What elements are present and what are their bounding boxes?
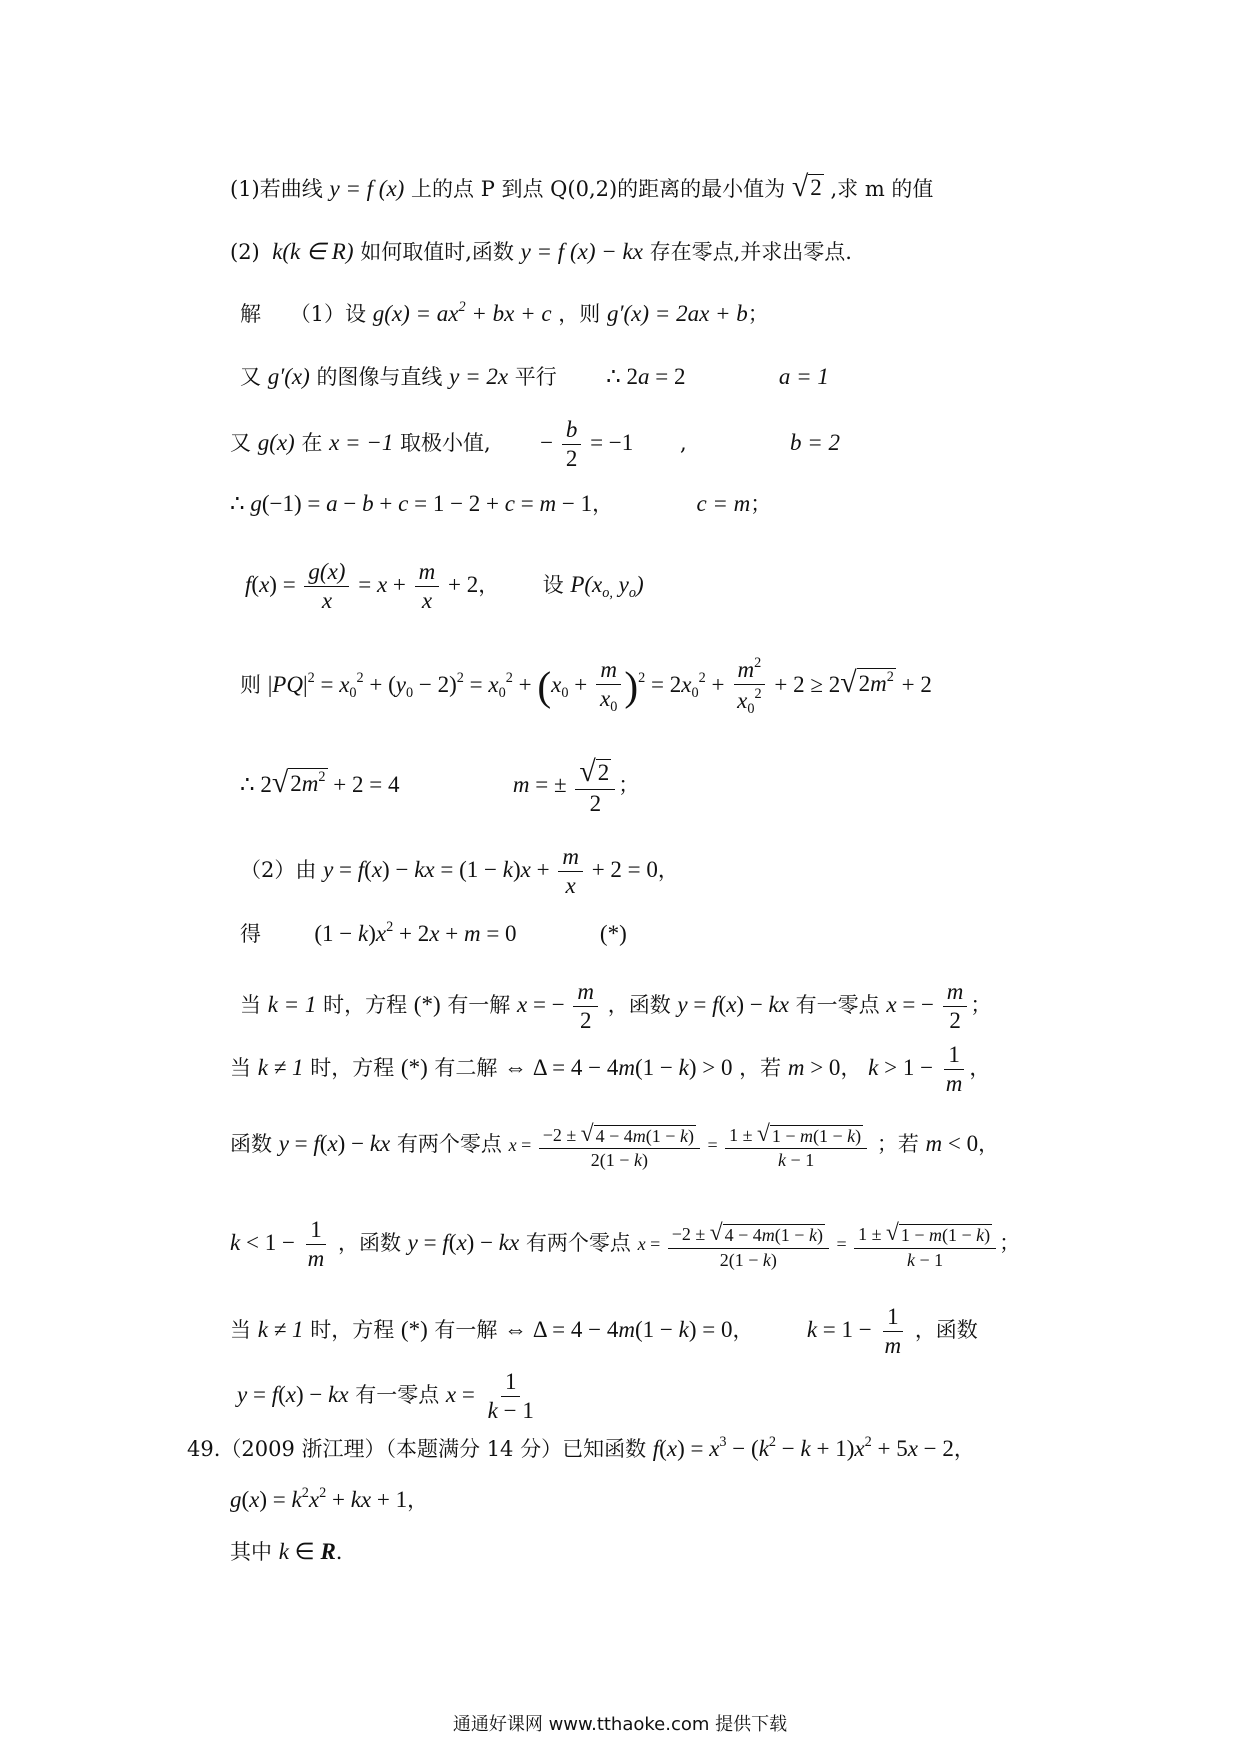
- math: − $\frac{b}{2}$ = −1: [540, 417, 634, 472]
- text: 有两个零点: [525, 1230, 631, 1255]
- text: ，函数: [337, 1230, 401, 1255]
- text: 在: [301, 430, 323, 455]
- math: m < 0: [925, 1130, 979, 1156]
- text: 时，方程: [310, 1055, 395, 1080]
- math: $g(x) = ax^2$ + bx + c: [372, 299, 552, 326]
- math: x = −2 ± √ 4 − 4m(1 − k) 2(1 − k) = 1 ± √ 1 − m(1 − k) k − 1: [509, 1135, 871, 1155]
- solution-line-8: （2）由 y = f(x) − kx = (1 − k)x + $\frac{m}{x}$ + 2 = 0，: [240, 844, 679, 899]
- text: 49.（2009 浙江理）（本题满分 14 分）已知函数: [187, 1436, 647, 1461]
- text: 有一零点: [795, 992, 880, 1017]
- text: 如何取值时,函数: [360, 240, 514, 264]
- math: k ∈ R: [278, 1539, 336, 1564]
- math: y = f(x) − kx: [237, 1381, 349, 1407]
- math: $P(x_{o,}$ $y_o$): [570, 571, 644, 601]
- text: （1）设: [289, 301, 367, 326]
- text: 有二解: [434, 1055, 498, 1080]
- question-part-2: [230, 240, 852, 263]
- math: y = f(x) − kx: [677, 991, 789, 1017]
- math: (*): [400, 1316, 428, 1342]
- text: 有一零点: [355, 1382, 440, 1407]
- problem-49-g: $g(x) = k^2x^2$ + kx + 1，: [230, 1485, 429, 1512]
- solution-line-3: 又 g(x) 在 x = −1 取极小值, − $\frac{b}{2}$ = −1 , b = 2: [230, 417, 841, 472]
- text: ，若: [739, 1055, 782, 1080]
- math: y = f (x): [329, 176, 405, 201]
- math: ⇔ Δ = 4 − 4m(1 − k) = 0: [504, 1316, 733, 1342]
- math: x = $\frac{1}{k - 1}$: [445, 1369, 534, 1424]
- solution-line-11: 当 k ≠ 1 时，方程 (*) 有二解 ⇔ Δ = 4 − 4m(1 − k) > 0 ，若 m > 0， k > 1 − $\frac{1}{m}$ ，: [230, 1042, 991, 1097]
- math: $g(x) = k^2x^2$ + kx + 1: [230, 1485, 408, 1512]
- solution-line-15: [237, 1370, 541, 1423]
- text: 有一解: [447, 992, 511, 1017]
- page-footer: 通通好课网 www.tthaoke.com 提供下载: [452, 1714, 788, 1735]
- math: y = f(x) − kx = (1 − k)x + $\frac{m}{x}$ + 2 = 0: [323, 844, 658, 899]
- math: ∴ 2a = 2: [606, 364, 686, 389]
- text: ；若: [876, 1131, 919, 1156]
- math: k(k ∈ R): [266, 239, 354, 264]
- math: $(1 - k)x^2 + 2x + m = 0$: [314, 919, 517, 946]
- text: 其中: [230, 1540, 272, 1564]
- solution-line-14: 当 k ≠ 1 时，方程 (*) 有一解 ⇔ Δ = 4 − 4m(1 − k) = 0， k = 1 − $\frac{1}{m}$ ，函数: [230, 1304, 978, 1359]
- solution-line-6: [240, 656, 932, 717]
- math: m = ± √ 2 2: [513, 772, 618, 797]
- solution-line-5: f(x) = $\frac{g(x)}{x}$ = x + $\frac{m}{x}$ + 2， 设 $P(x_{o,}$ $y_o$): [245, 559, 644, 614]
- text: 则: [240, 672, 261, 697]
- text: 当: [230, 1317, 251, 1342]
- text: 函数: [230, 1131, 272, 1156]
- text: 又: [240, 365, 261, 389]
- math: c = m: [696, 491, 751, 516]
- text: 取极小值,: [400, 430, 491, 455]
- solution-line-2: [240, 365, 829, 388]
- text: 存在零点,并求出零点.: [649, 240, 852, 264]
- text: 得: [240, 921, 261, 946]
- math: y = f(x) − kx: [407, 1229, 520, 1255]
- text: 有两个零点: [396, 1131, 502, 1156]
- math: x = −2 ± √ 4 − 4m(1 − k) 2(1 − k) = 1 ± √ 1 − m(1 − k) k − 1: [638, 1234, 1000, 1254]
- math: k = 1: [267, 991, 317, 1017]
- math: ∴ 2 √ $2m^2$ + 2 = 4: [240, 765, 400, 799]
- math: b = 2: [790, 429, 841, 455]
- math: a = 1: [778, 364, 829, 389]
- text: 当: [230, 1055, 251, 1080]
- math: g′(x): [267, 364, 310, 389]
- solution-line-4: ∴ g(−1) = a − b + c = 1 − 2 + c = m − 1， c = m；: [230, 491, 772, 516]
- question-part-1: [230, 172, 933, 202]
- math: x = − $\frac{m}{2}$: [886, 992, 970, 1017]
- math: $f(x) = x^3 - (k^2 - k + 1)x^2 + 5x - 2$: [652, 1434, 954, 1461]
- text: (1)若曲线: [230, 177, 323, 201]
- math: k ≠ 1: [257, 1316, 304, 1342]
- text: 平行: [514, 365, 557, 389]
- math: (*): [413, 991, 441, 1017]
- problem-49: 49.（2009 浙江理）（本题满分 14 分）已知函数 $f(x) = x^3 - (k^2 - k + 1)x^2 + 5x - 2$，: [187, 1434, 975, 1461]
- text: 上的点 P 到点 Q(0,2)的距离的最小值为: [411, 177, 786, 201]
- solution-line-1: 解 （1）设 $g(x) = ax^2$ + bx + c ，则 g′(x) = 2ax + b；: [240, 299, 769, 326]
- math: x = −1: [329, 429, 394, 455]
- math: ∴ g(−1) = a − b + c = 1 − 2 + c = m − 1: [230, 491, 593, 516]
- math: k ≠ 1: [257, 1054, 304, 1080]
- text: ，函数: [914, 1317, 978, 1342]
- text: 时，方程: [310, 1317, 395, 1342]
- math: ⇔ Δ = 4 − 4m(1 − k) > 0: [504, 1054, 733, 1080]
- solution-line-9: [240, 920, 627, 945]
- math-sqrt: √ 2: [791, 170, 822, 203]
- text: 有一解: [434, 1317, 498, 1342]
- math: $|PQ|^2 = x_0^2 + (y_0 - 2)^2 = x_0^2 + (x_0$ + $\frac{m}{x_0}$ )$^2 = 2x_0^2$ + $\frac{m^2}{x_0^2}$ + 2 ≥ 2 √ $2m^2$ + 2: [267, 655, 932, 718]
- math: y = 2x: [449, 364, 509, 389]
- text: ，函数: [607, 992, 671, 1017]
- solution-line-12: 函数 y = f(x) − kx 有两个零点 x = −2 ± √ 4 − 4m(1 − k) 2(1 − k) = 1 ± √ 1 − m(1 − k) k − 1 ；若 m < 0，: [230, 1121, 1000, 1171]
- math: g′(x) = 2ax + b: [606, 300, 748, 326]
- text: (2): [230, 240, 260, 264]
- text: 设: [542, 572, 564, 597]
- text: 当: [240, 992, 261, 1017]
- text: 又: [230, 430, 251, 455]
- solution-line-13: k < 1 − $\frac{1}{m}$ ，函数 y = f(x) − kx 有两个零点 x = −2 ± √ 4 − 4m(1 − k) 2(1 − k) = 1 ± √ 1 − m(1 − k) k − 1 ；: [230, 1217, 1021, 1272]
- solution-line-7: ∴ 2 √ $2m^2$ + 2 = 4 m = ± √ 2 2 ；: [240, 755, 640, 816]
- math: (*): [400, 1054, 428, 1080]
- text: 时，方程: [323, 992, 408, 1017]
- text: ,求 m 的值: [830, 177, 934, 201]
- solution-label: 解: [240, 301, 261, 326]
- math: g(x): [257, 429, 295, 455]
- math: k = 1 − $\frac{1}{m}$: [806, 1304, 902, 1359]
- math: m > 0: [787, 1054, 841, 1080]
- math: y = f (x) − kx: [520, 239, 643, 264]
- text: ，则: [558, 301, 601, 326]
- solution-line-10: 当 k = 1 时，方程 (*) 有一解 x = − $\frac{m}{2}$ ，函数 y = f(x) − kx 有一零点 x = − $\frac{m}{2}$ ；: [240, 979, 992, 1034]
- math: k < 1 − $\frac{1}{m}$: [230, 1217, 325, 1272]
- problem-49-domain: 其中 k ∈ R.: [230, 1539, 343, 1564]
- math: f(x) = $\frac{g(x)}{x}$ = x + $\frac{m}{x}$ + 2: [245, 559, 479, 614]
- math: (*): [599, 920, 627, 946]
- math: k > 1 − $\frac{1}{m}$: [868, 1042, 963, 1097]
- math: y = f(x) − kx: [278, 1130, 391, 1156]
- text: 的图像与直线: [316, 365, 443, 389]
- text: （2）由: [240, 857, 317, 882]
- math: x = − $\frac{m}{2}$: [517, 992, 601, 1017]
